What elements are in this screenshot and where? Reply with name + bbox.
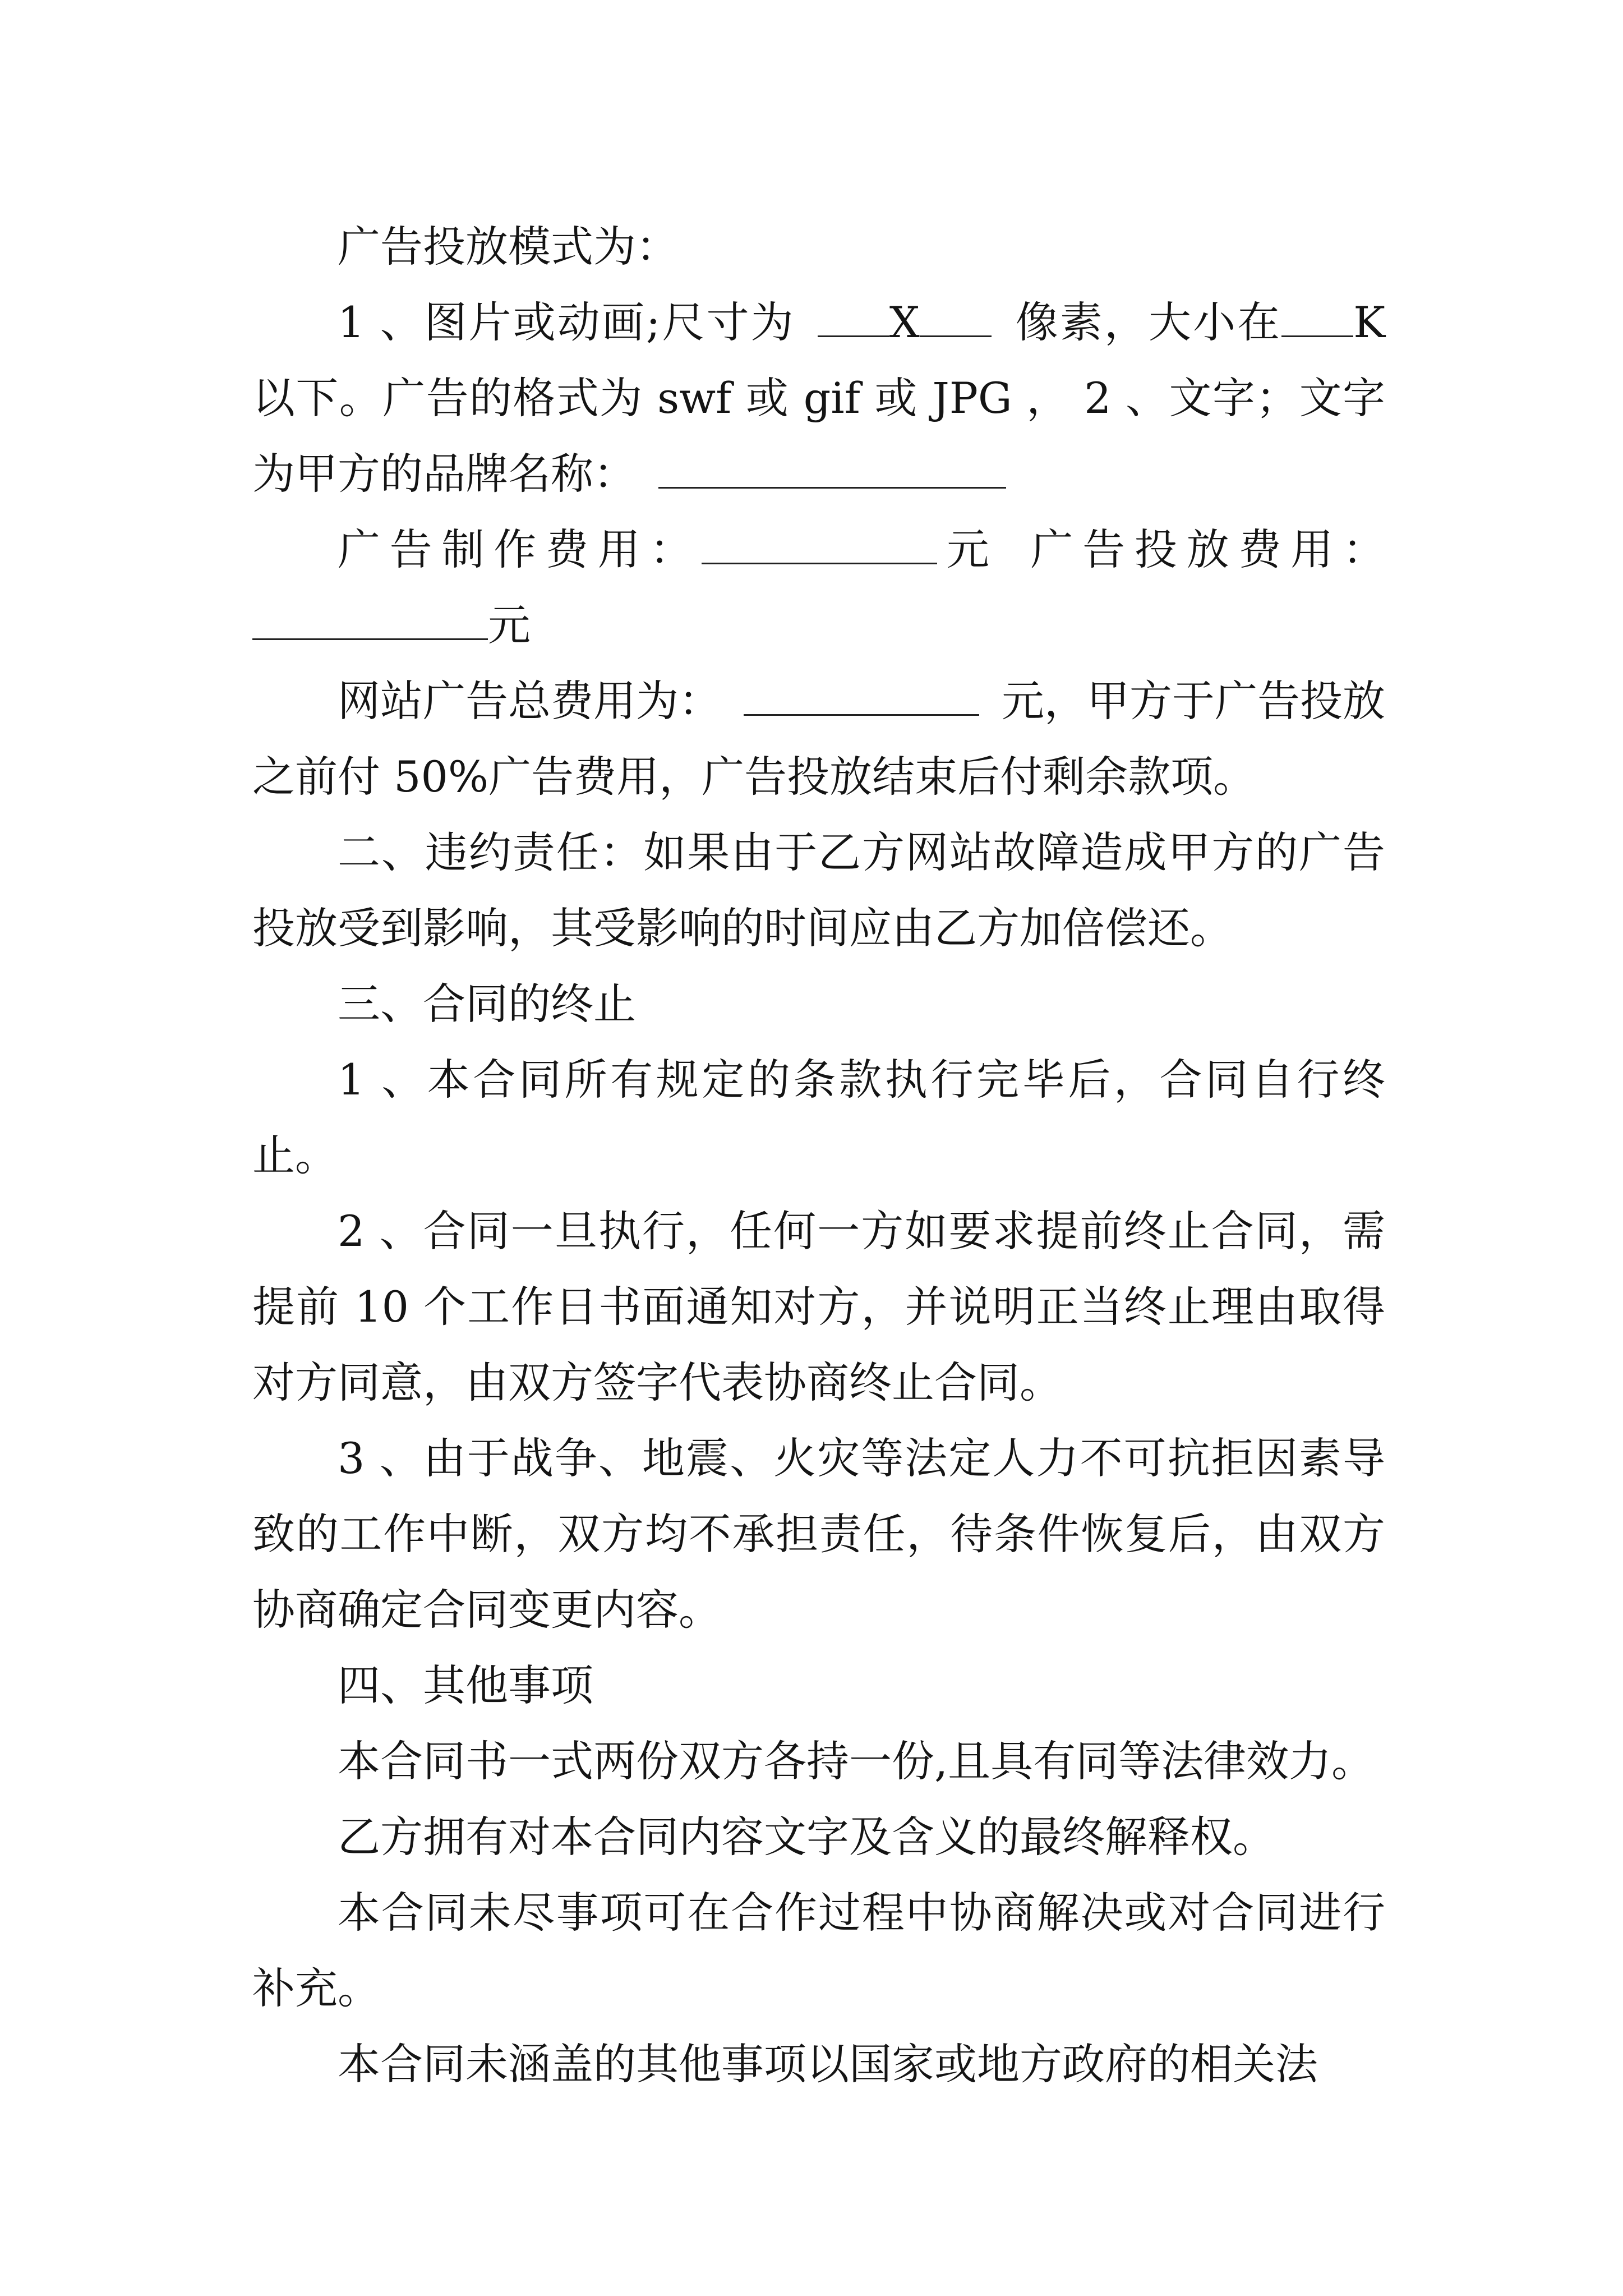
- fees-paragraph: [252, 512, 1385, 663]
- k-text: K 以下。广告的格式为 swf 或 gif 或 JPG ， 2 、文字；文字为甲方的品牌名称：: [252, 297, 1385, 499]
- other-matters-title: 四、其他事项: [338, 1660, 593, 1710]
- other-matters-2: 乙方拥有对本合同内容文字及含义的最终解释权。: [338, 1812, 1275, 1862]
- mode-title: 广告投放模式为：: [338, 222, 679, 272]
- placement-fee-blank: [252, 601, 488, 640]
- size-blank: [1281, 298, 1353, 337]
- total-fee-label: 网站广告总费用为：: [338, 676, 721, 726]
- height-blank: [920, 298, 992, 337]
- other-matters-4: 本合同未涵盖的其他事项以国家或地方政府的相关法: [338, 2039, 1318, 2089]
- placement-fee-unit: 元: [488, 600, 531, 650]
- total-fee-blank: [744, 677, 979, 716]
- other-matters-1: 本合同书一式两份双方各持一份,且具有同等法律效力。: [338, 1736, 1375, 1786]
- pixel-text: 像素，大小在: [1013, 297, 1282, 347]
- item1-prefix: 1 、图片或动画;尺寸为: [338, 297, 795, 347]
- production-fee-unit: 元: [937, 524, 999, 574]
- other-matters-3: 本合同未尽事项可在合作过程中协商解决或对合同进行补充。: [252, 1888, 1385, 2013]
- production-fee-blank: [702, 526, 937, 564]
- termination-item-2: 2 、合同一旦执行，任何一方如要求提前终止合同，需提前 10 个工作日书面通知对方，并说明正当终止理由取得对方同意，由双方签字代表协商终止合同。: [252, 1206, 1385, 1407]
- brand-name-blank: [658, 450, 1006, 489]
- document-body: [252, 209, 1385, 2102]
- x-mark: X: [889, 297, 920, 347]
- termination-title: 三、合同的终止: [338, 979, 636, 1029]
- item1-paragraph: [252, 284, 1385, 512]
- termination-item-3: 3 、由于战争、地震、火灾等法定人力不可抗拒因素导致的工作中断，双方均不承担责任，待条件恢复后，由双方协商确定合同变更内容。: [252, 1433, 1385, 1635]
- total-fee-rest: 元，甲方于广告投放之前付 50%广告费用，广告投放结束后付剩余款项。: [252, 676, 1385, 802]
- termination-item-1: 1 、本合同所有规定的条款执行完毕后，合同自行终止。: [252, 1055, 1385, 1180]
- breach-paragraph: 二、违约责任：如果由于乙方网站故障造成甲方的广告投放受到影响，其受影响的时间应由乙方加倍偿还。: [252, 827, 1385, 953]
- production-fee-label: 广告制作费用：: [338, 524, 702, 574]
- width-blank: [818, 298, 889, 337]
- total-fee-paragraph: [252, 663, 1385, 815]
- placement-fee-label: 广告投放费用：: [1021, 524, 1385, 574]
